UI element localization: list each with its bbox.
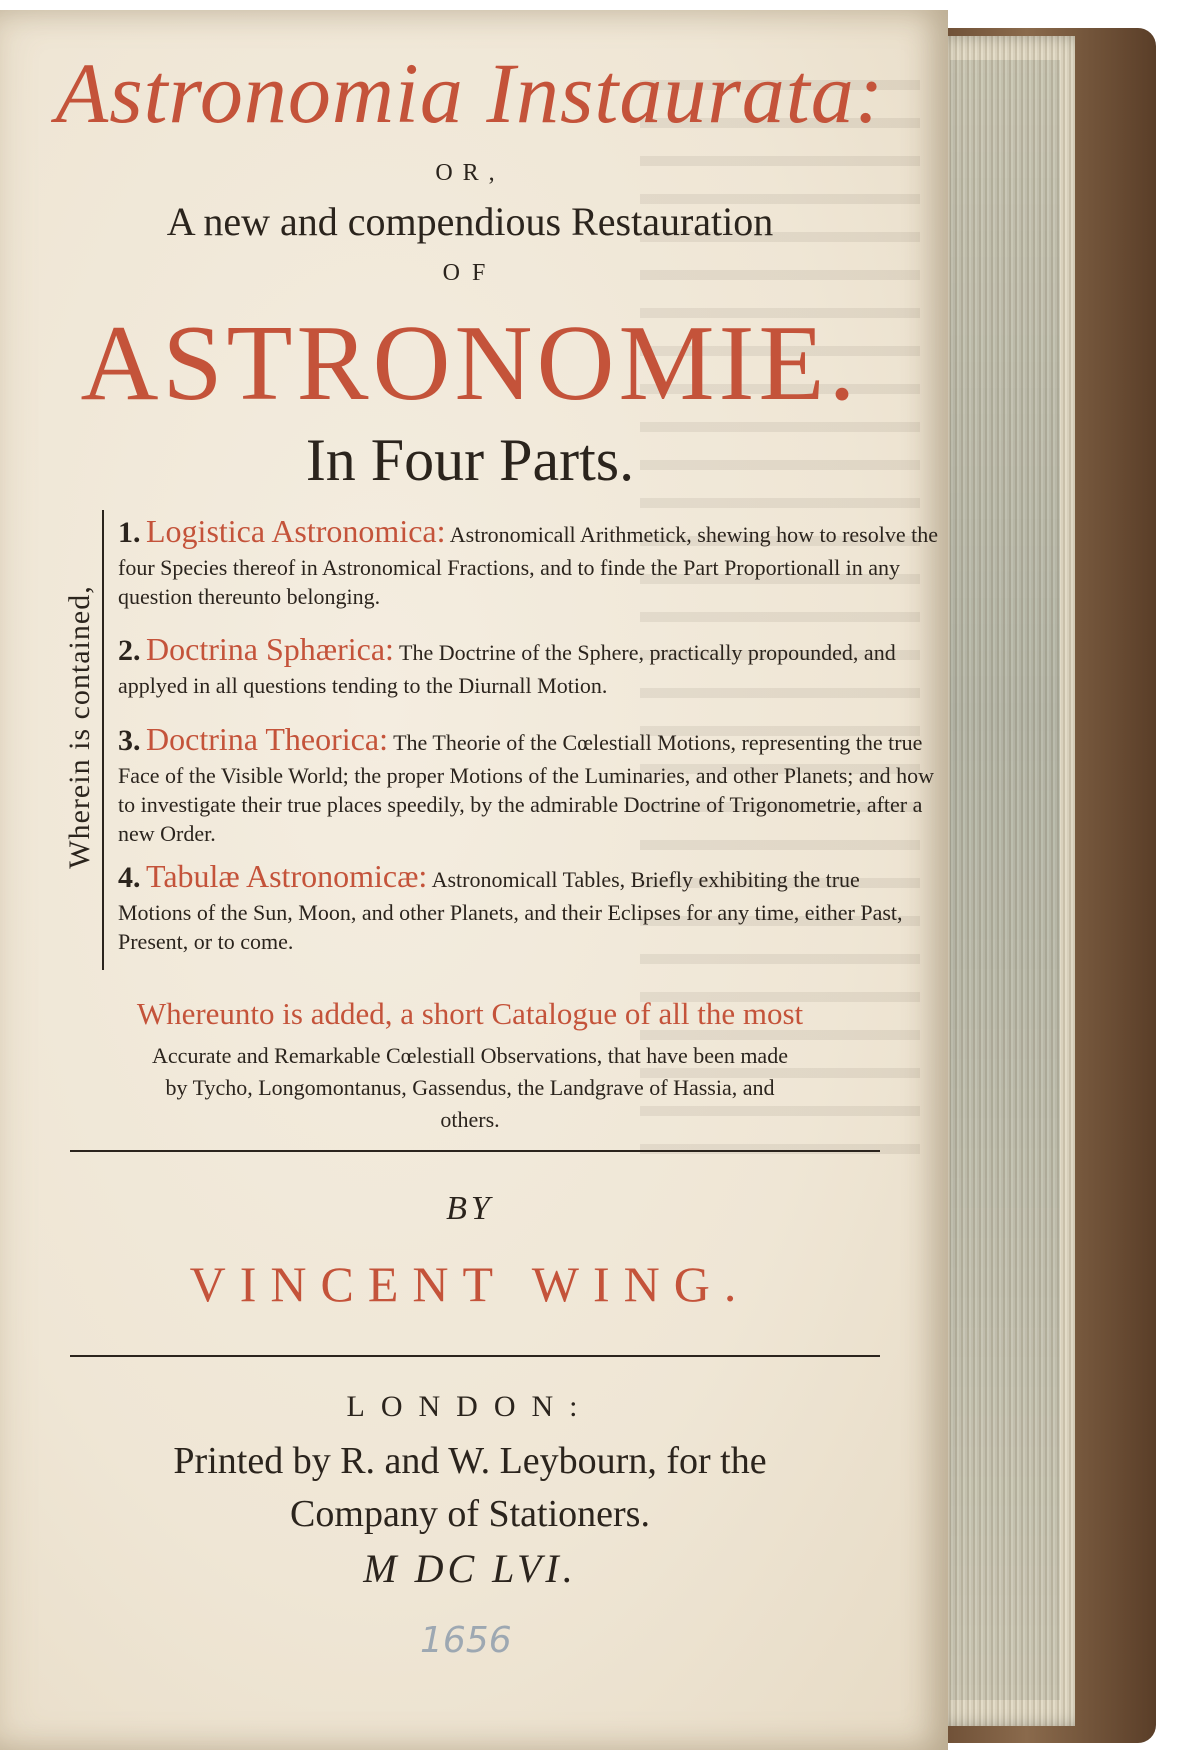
of-line: OF — [442, 260, 498, 286]
part-name: Logistica Astronomica: — [146, 513, 446, 549]
part-number: 4. — [118, 861, 141, 894]
pencil-note: 1656 — [420, 1620, 512, 1661]
imprint-line-2: Company of Stationers. — [290, 1493, 650, 1536]
part-number: 2. — [118, 634, 141, 667]
part-3 — [118, 718, 938, 848]
title: Astronomia Instaurata: — [55, 45, 885, 141]
four-parts: In Four Parts. — [305, 427, 635, 493]
part-number: 3. — [118, 724, 141, 757]
added-heading: Whereunto is added, a short Catalogue of all the most — [136, 996, 804, 1031]
part-text: The Theorie of the Cœlestiall Motions, representing the true Face of the Visible World; the proper Motions of the Luminaries, and other Planets; and how to investigate their true places speedily, by the admirable Doctrine of Trigonometrie, after a new Order. — [118, 730, 935, 846]
part-name: Tabulæ Astronomicæ: — [146, 858, 428, 894]
divider-rule — [70, 1355, 880, 1357]
author: VINCENT WING. — [189, 1256, 751, 1312]
part-name: Doctrina Sphærica: — [146, 631, 394, 667]
part-text: The Doctrine of the Sphere, practically propounded, and applyed in all questions tending to the Diurnall Motion. — [118, 640, 896, 698]
brace — [102, 510, 110, 970]
part-text: Astronomicall Tables, Briefly exhibiting the true Motions of the Sun, Moon, and other Planets, and their Eclipses for any time, either Past, Present, or to come. — [118, 867, 903, 954]
or-line: OR, — [435, 160, 505, 186]
part-name: Doctrina Theorica: — [146, 721, 388, 757]
page-edge-stain — [950, 60, 1060, 1700]
part-1 — [118, 510, 938, 611]
divider-rule — [70, 1150, 880, 1152]
title-page — [0, 10, 948, 1750]
year: M DC LVI. — [363, 1546, 577, 1591]
part-text: Astronomicall Arithmetick, shewing how to resolve the four Species thereof in Astronomical Fractions, and to finde the Part Proportionall in any question thereunto belonging. — [118, 522, 938, 609]
side-label: Wherein is contained, — [63, 585, 96, 869]
subtitle: A new and compendious Restauration — [166, 199, 774, 244]
part-4 — [118, 855, 938, 956]
parts-section — [40, 510, 938, 980]
by-line: BY — [446, 1190, 494, 1227]
part-2 — [118, 628, 938, 700]
part-number: 1. — [118, 516, 141, 549]
imprint-line-1: Printed by R. and W. Leybourn, for the — [173, 1440, 767, 1482]
imprint — [20, 1435, 920, 1541]
city: LONDON: — [346, 1390, 594, 1423]
main-title: ASTRONOMIE. — [80, 304, 860, 423]
added-text: Accurate and Remarkable Cœlestiall Observations, that have been made by Tycho, Longomontanus, Gassendus, the Landgrave of Hassia, and others. — [152, 1043, 788, 1132]
